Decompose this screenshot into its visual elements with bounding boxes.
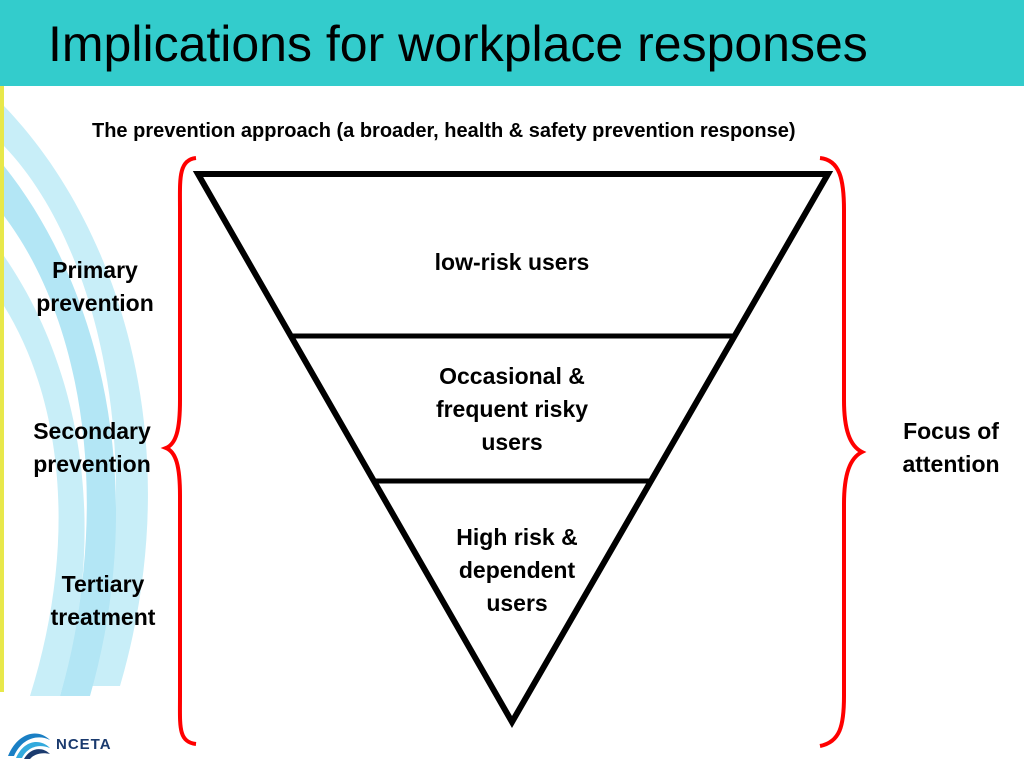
right-brace xyxy=(820,158,862,746)
left-label-line: Secondary xyxy=(33,418,151,444)
tier-label-line: users xyxy=(486,590,548,616)
left-label-secondary xyxy=(6,415,178,481)
tier-label-occasional xyxy=(362,360,662,459)
left-label-tertiary xyxy=(18,568,188,634)
left-label-line: prevention xyxy=(33,451,151,477)
tier-label-line: High risk & xyxy=(456,524,578,550)
tier-label-line: Occasional & xyxy=(439,363,585,389)
tier-label-line: low-risk users xyxy=(434,249,590,275)
subtitle: The prevention approach (a broader, health & safety prevention response) xyxy=(92,120,796,142)
left-label-primary xyxy=(10,254,180,320)
tier-label-line: users xyxy=(481,429,543,455)
left-label-line: Primary xyxy=(52,257,138,283)
logo-text: NCETA xyxy=(56,736,112,753)
tier-label-line: frequent risky xyxy=(435,396,589,422)
tier-label-high-risk xyxy=(382,521,652,620)
left-label-line: treatment xyxy=(50,604,156,630)
right-label-line: Focus of xyxy=(903,418,999,444)
right-label-focus xyxy=(876,415,1024,481)
slide-title: Implications for workplace responses xyxy=(48,16,868,72)
left-label-line: prevention xyxy=(36,290,154,316)
tier-label-line: dependent xyxy=(458,557,576,583)
right-label-line: attention xyxy=(902,451,1000,477)
tier-label-low-risk xyxy=(362,246,662,279)
left-label-line: Tertiary xyxy=(61,571,145,597)
